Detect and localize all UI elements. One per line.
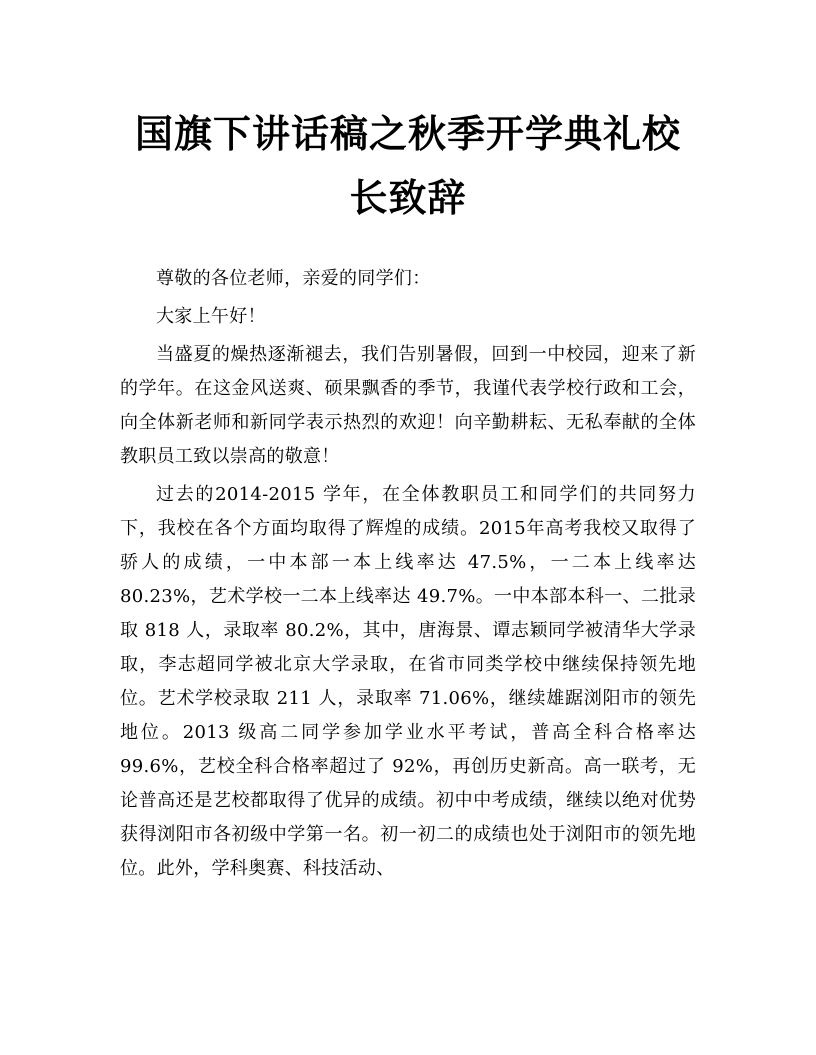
body-paragraph-welcome: 当盛夏的燥热逐渐褪去，我们告别暑假，回到一中校园，迎来了新的学年。在这金风送爽、硕果飘香的季节，我谨代表学校行政和工会，向全体新老师和新同学表示热烈的欢迎！向辛勤耕耘、无私奉献的全体教职员工致以崇高的敬意！: [120, 344, 696, 467]
document-title: 国旗下讲话稿之秋季开学典礼校长致辞: [134, 111, 681, 220]
document-body: [120, 262, 696, 886]
greeting-paragraph: 大家上午好！: [156, 306, 266, 327]
salutation-paragraph: 尊敬的各位老师，亲爱的同学们：: [156, 268, 431, 289]
body-paragraph-achievements: 过去的2014-2015 学年，在全体教职员工和同学们的共同努力下，我校在各个方面均取得了辉煌的成绩。2015年高考我校又取得了骄人的成绩，一中本部一本上线率达 47.5%，一二本上线率达 80.23%，艺术学校一二本上线率达 49.7%。一中本部本科一、二批录取 818 人，录取率 80.2%，其中，唐海景、谭志颖同学被清华大学录取，李志超同学被北京大学录取，在省市同类学校中继续保持领先地位。艺术学校录取 211 人，录取率 71.06%，继续雄踞浏阳市的领先地位。2013 级高二同学参加学业水平考试，普高全科合格率达 99.6%，艺校全科合格率超过了 92%，再创历史新高。高一联考，无论普高还是艺校都取得了优异的成绩。初中中考成绩，继续以绝对优势获得浏阳市各初级中学第一名。初一初二的成绩也处于浏阳市的领先地位。此外，学科奥赛、科技活动、: [120, 484, 696, 879]
